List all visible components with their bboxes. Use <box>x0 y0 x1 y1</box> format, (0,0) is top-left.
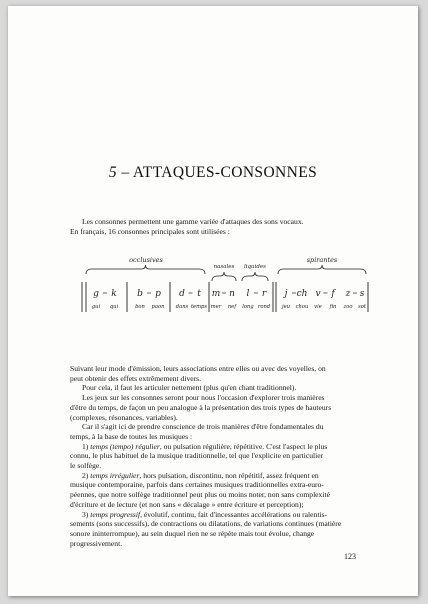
page-number: 123 <box>344 552 356 561</box>
consonant-ch: ch <box>296 289 308 299</box>
consonant-t: t <box>197 289 201 299</box>
consonant-v: v <box>315 289 321 299</box>
intro-paragraph <box>70 217 368 236</box>
item-text: , hors pulsation, discontinu, non répétitif, assez fréquent en <box>139 470 319 480</box>
group-brace <box>86 265 205 274</box>
consonant-j: j <box>284 289 288 299</box>
intro-line: Les consonnes permettent une gamme variée d'attaques des sons vocaux. <box>82 217 304 226</box>
list-item-1 <box>70 442 368 452</box>
body-line: musique contemporaine, parfois dans certaines musiques traditionnelles extra-euro- <box>70 480 324 490</box>
list-item-3 <box>70 510 368 520</box>
body-line: le solfège. <box>70 461 102 471</box>
consonant-s: s <box>359 289 365 299</box>
body-line: (complexes, résonances, variables). <box>70 412 178 422</box>
consonant-b: b <box>137 289 143 299</box>
body-line: Pour cela, il faut les articuler nettement (plus qu'en chant traditionnel). <box>82 383 297 393</box>
example-word: mer <box>210 304 222 310</box>
consonant-z: z <box>345 289 351 299</box>
body-line: Les jeux sur les consonnes seront pour nous l'occasion d'explorer trois manières <box>82 393 325 403</box>
group-label-liquides: liquides <box>244 264 266 270</box>
group-brace <box>278 265 366 274</box>
example-word: chou <box>295 304 309 310</box>
body-text <box>70 364 368 548</box>
item-text: , évolutif, continu, fait d'incessantes accélérations ou ralentis- <box>140 509 328 519</box>
example-word: paon <box>151 304 165 310</box>
item-term: temps (tempo) régulier <box>90 441 160 451</box>
item-term: temps irrégulier <box>90 470 140 480</box>
item-prefix: 2) <box>82 470 91 480</box>
chapter-title <box>8 164 418 182</box>
example-word: temps <box>190 304 208 310</box>
consonant-m: m <box>211 289 221 299</box>
body-line: Suivant leur mode d'émission, leurs associations entre elles ou avec des voyelles, on <box>70 364 326 373</box>
body-line: sonore ininterrompue), au sein duquel rien ne se répète mais tout évolue, change <box>70 528 315 538</box>
example-word: dans <box>175 304 189 310</box>
example-word-row <box>92 304 367 310</box>
body-line: connu, le plus habituel de la musique traditionnelle, tel que l'explicite en particulier <box>70 451 324 461</box>
body-line: péennes, que notre solfège traditionnel peut plus ou moins noter, non sans complexité <box>70 490 330 500</box>
consonant-n: n <box>229 289 235 299</box>
example-word: bon <box>135 304 145 310</box>
consonant-diagram <box>70 252 370 322</box>
example-word: zoo <box>343 304 353 310</box>
consonant-row <box>93 289 365 299</box>
body-line: d'être du temps, de façon un peu analogue à la présentation des trois types de hauteurs <box>70 402 332 412</box>
consonant-k: k <box>111 289 117 299</box>
item-text: , ou pulsation régulière, répétitive. C'est l'aspect le plus <box>159 441 328 451</box>
consonant-l: l <box>246 289 250 299</box>
example-word: gui <box>91 304 101 310</box>
body-line: sements (sons successifs), de contractions ou dilatations, de variations continues (matière <box>70 519 342 529</box>
group-label-spirantes: spirantes <box>306 256 338 264</box>
body-line: Car il s'agit ici de prendre conscience de trois manières d'être fondamentales du <box>82 422 324 432</box>
consonant-p: p <box>155 289 161 299</box>
group-label-nasales: nasales <box>213 264 235 270</box>
example-word: jeu <box>281 304 291 310</box>
chapter-number: 5 <box>108 164 118 181</box>
group-brace <box>242 272 268 281</box>
group-label-occlusives: occlusives <box>129 256 163 264</box>
book-page <box>8 6 418 596</box>
body-line: peut obtenir des effets extrêmement divers. <box>70 373 202 383</box>
body-line: progressivement. <box>70 538 123 548</box>
item-term: temps progressif <box>90 509 141 519</box>
consonant-f: f <box>331 289 335 299</box>
item-prefix: 1) <box>82 441 91 451</box>
consonant-r: r <box>261 289 267 299</box>
chapter-dash: – <box>121 164 130 181</box>
example-word: rond <box>257 304 271 310</box>
example-word: sot <box>358 304 366 310</box>
body-line: temps, à la base de toutes les musiques : <box>70 431 193 441</box>
item-prefix: 3) <box>82 509 91 519</box>
example-word: long <box>242 304 254 310</box>
consonant-g: g <box>93 289 99 299</box>
list-item-2 <box>70 471 368 481</box>
example-word: nef <box>227 304 237 310</box>
group-bars <box>82 282 368 312</box>
example-word: fin <box>329 304 337 310</box>
body-line: d'écriture et de lecture (et non sans « décalage » entre écriture et perception); <box>70 499 304 509</box>
example-word: vie <box>314 304 322 310</box>
consonant-d: d <box>179 289 185 299</box>
example-word: qui <box>109 304 119 310</box>
intro-line: En français, 16 consonnes principales sont utilisées : <box>70 226 230 236</box>
chapter-heading: ATTAQUES-CONSONNES <box>132 164 318 181</box>
group-brace <box>212 272 236 281</box>
